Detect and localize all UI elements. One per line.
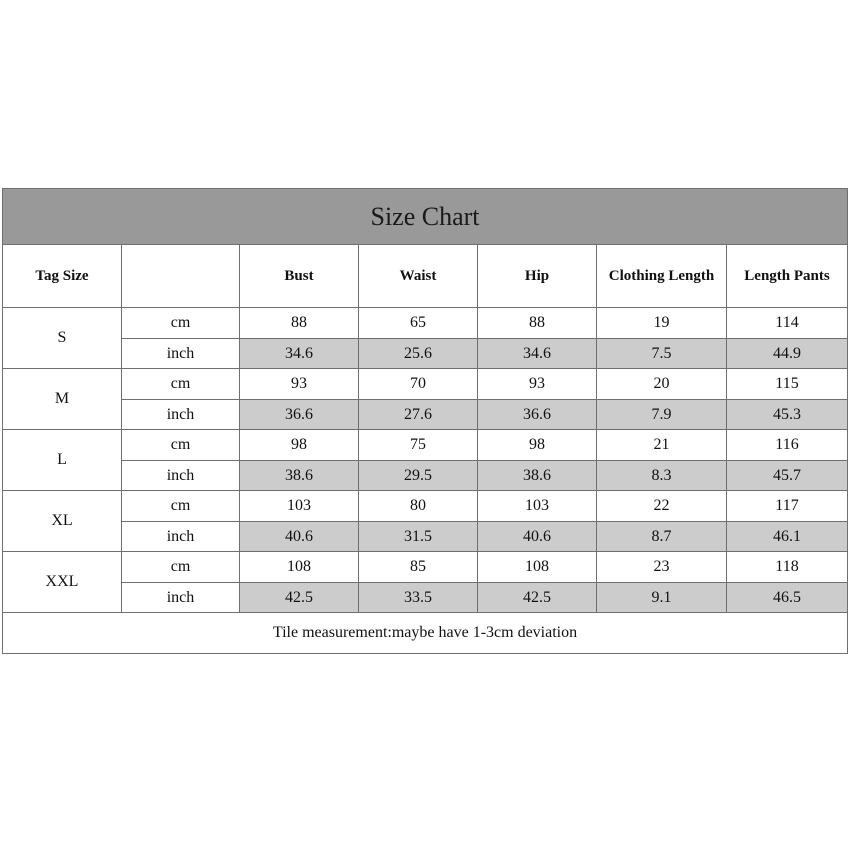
- unit-inch: inch: [122, 339, 240, 369]
- m-length-pants-inch: 45.3: [727, 400, 848, 430]
- s-waist-cm: 65: [359, 308, 478, 339]
- xl-waist-cm: 80: [359, 491, 478, 522]
- size-row-l-cm: [3, 430, 848, 461]
- l-waist-inch: 29.5: [359, 461, 478, 491]
- size-row-m-cm: [3, 369, 848, 400]
- tag-size-xxl: XXL: [3, 552, 122, 613]
- s-length-pants-cm: 114: [727, 308, 848, 339]
- unit-cm: cm: [122, 552, 240, 583]
- s-bust-inch: 34.6: [240, 339, 359, 369]
- l-length-pants-inch: 45.7: [727, 461, 848, 491]
- xxl-clothing-length-cm: 23: [597, 552, 727, 583]
- title-row: [3, 189, 848, 245]
- size-row-s-inch: [3, 339, 848, 369]
- xl-waist-inch: 31.5: [359, 522, 478, 552]
- xl-length-pants-inch: 46.1: [727, 522, 848, 552]
- l-bust-inch: 38.6: [240, 461, 359, 491]
- unit-inch: inch: [122, 583, 240, 613]
- header-waist: Waist: [359, 245, 478, 308]
- header-bust: Bust: [240, 245, 359, 308]
- l-clothing-length-inch: 8.3: [597, 461, 727, 491]
- unit-cm: cm: [122, 369, 240, 400]
- l-bust-cm: 98: [240, 430, 359, 461]
- header-unit: [122, 245, 240, 308]
- l-hip-cm: 98: [478, 430, 597, 461]
- m-waist-inch: 27.6: [359, 400, 478, 430]
- size-row-xxl-cm: [3, 552, 848, 583]
- header-tag-size: Tag Size: [3, 245, 122, 308]
- m-bust-inch: 36.6: [240, 400, 359, 430]
- s-bust-cm: 88: [240, 308, 359, 339]
- xl-clothing-length-cm: 22: [597, 491, 727, 522]
- s-waist-inch: 25.6: [359, 339, 478, 369]
- xl-length-pants-cm: 117: [727, 491, 848, 522]
- header-clothing-length: Clothing Length: [597, 245, 727, 308]
- s-hip-cm: 88: [478, 308, 597, 339]
- s-clothing-length-inch: 7.5: [597, 339, 727, 369]
- l-hip-inch: 38.6: [478, 461, 597, 491]
- xl-hip-inch: 40.6: [478, 522, 597, 552]
- xxl-hip-inch: 42.5: [478, 583, 597, 613]
- xl-hip-cm: 103: [478, 491, 597, 522]
- xxl-bust-cm: 108: [240, 552, 359, 583]
- unit-inch: inch: [122, 461, 240, 491]
- size-row-xxl-inch: [3, 583, 848, 613]
- header-length-pants: Length Pants: [727, 245, 848, 308]
- m-hip-cm: 93: [478, 369, 597, 400]
- xl-clothing-length-inch: 8.7: [597, 522, 727, 552]
- l-clothing-length-cm: 21: [597, 430, 727, 461]
- unit-cm: cm: [122, 308, 240, 339]
- xxl-hip-cm: 108: [478, 552, 597, 583]
- l-length-pants-cm: 116: [727, 430, 848, 461]
- unit-inch: inch: [122, 522, 240, 552]
- m-clothing-length-inch: 7.9: [597, 400, 727, 430]
- measurement-note: Tile measurement:maybe have 1-3cm deviation: [3, 613, 848, 654]
- header-hip: Hip: [478, 245, 597, 308]
- xxl-waist-cm: 85: [359, 552, 478, 583]
- m-clothing-length-cm: 20: [597, 369, 727, 400]
- m-waist-cm: 70: [359, 369, 478, 400]
- unit-inch: inch: [122, 400, 240, 430]
- tag-size-xl: XL: [3, 491, 122, 552]
- size-row-l-inch: [3, 461, 848, 491]
- tag-size-l: L: [3, 430, 122, 491]
- s-hip-inch: 34.6: [478, 339, 597, 369]
- xl-bust-inch: 40.6: [240, 522, 359, 552]
- m-length-pants-cm: 115: [727, 369, 848, 400]
- s-clothing-length-cm: 19: [597, 308, 727, 339]
- size-chart-table: [2, 188, 848, 654]
- size-row-s-cm: [3, 308, 848, 339]
- l-waist-cm: 75: [359, 430, 478, 461]
- xxl-length-pants-cm: 118: [727, 552, 848, 583]
- xl-bust-cm: 103: [240, 491, 359, 522]
- xxl-waist-inch: 33.5: [359, 583, 478, 613]
- size-row-xl-inch: [3, 522, 848, 552]
- xxl-bust-inch: 42.5: [240, 583, 359, 613]
- tag-size-s: S: [3, 308, 122, 369]
- size-row-xl-cm: [3, 491, 848, 522]
- m-bust-cm: 93: [240, 369, 359, 400]
- xxl-clothing-length-inch: 9.1: [597, 583, 727, 613]
- xxl-length-pants-inch: 46.5: [727, 583, 848, 613]
- unit-cm: cm: [122, 430, 240, 461]
- size-row-m-inch: [3, 400, 848, 430]
- chart-title: Size Chart: [3, 189, 848, 245]
- tag-size-m: M: [3, 369, 122, 430]
- s-length-pants-inch: 44.9: [727, 339, 848, 369]
- header-row: [3, 245, 848, 308]
- note-row: [3, 613, 848, 654]
- m-hip-inch: 36.6: [478, 400, 597, 430]
- unit-cm: cm: [122, 491, 240, 522]
